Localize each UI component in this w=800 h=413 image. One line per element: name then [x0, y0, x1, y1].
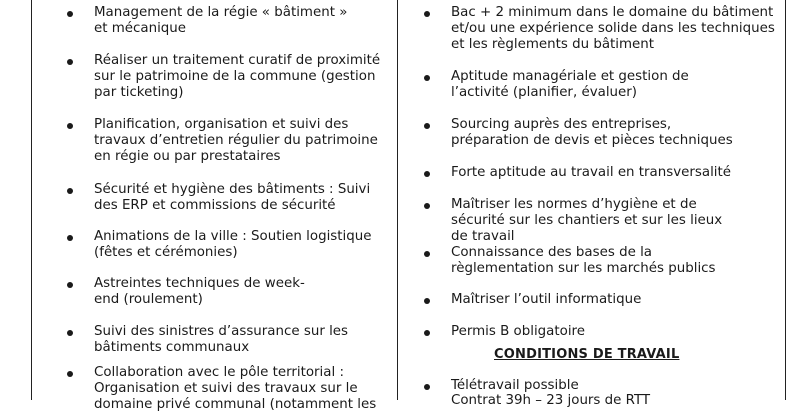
list-item-text: Sourcing auprès des entreprises, préparation de devis et pièces techniques: [451, 117, 733, 148]
list-item: [451, 393, 771, 409]
bullet-icon: [424, 384, 430, 390]
list-item-text: Permis B obligatoire: [451, 324, 585, 339]
bullet-icon: [67, 11, 73, 17]
table-border-left: [31, 0, 32, 400]
list-item-text: Planification, organisation et suivi des travaux d’entretien régulier du patrimoine en régie ou par prestataires: [94, 117, 378, 164]
bullet-icon: [67, 123, 73, 129]
list-item: [451, 117, 746, 149]
list-item-text: Forte aptitude au travail en transversalité: [451, 165, 731, 180]
bullet-icon: [67, 188, 73, 194]
list-item: [94, 365, 384, 413]
bullet-icon: [67, 235, 73, 241]
list-item-text: Management de la régie « bâtiment » et mécanique: [94, 5, 348, 36]
list-item-text: Réaliser un traitement curatif de proximité sur le patrimoine de la commune (gestion par ticketing): [94, 53, 381, 100]
bullet-icon: [424, 251, 430, 257]
table-border-right: [785, 0, 786, 400]
list-item: [451, 324, 771, 340]
bullet-icon: [424, 203, 430, 209]
list-item: [451, 165, 771, 181]
list-item-text: Astreintes techniques de week-end (roulement): [94, 276, 305, 307]
bullet-icon: [424, 298, 430, 304]
bullet-icon: [424, 330, 430, 336]
list-item-text: Maîtriser l’outil informatique: [451, 292, 642, 307]
bullet-icon: [424, 11, 430, 17]
list-item-text: Maîtriser les normes d’hygiène et de sécurité sur les chantiers et sur les lieux de travail: [451, 197, 723, 244]
list-item: [451, 378, 771, 394]
list-item: [94, 229, 374, 261]
list-item: [94, 5, 364, 37]
list-item: [451, 69, 741, 101]
bullet-icon: [424, 171, 430, 177]
bullet-icon: [67, 59, 73, 65]
list-item: [94, 324, 354, 356]
list-item-text: Animations de la ville : Soutien logistique (fêtes et cérémonies): [94, 229, 372, 260]
list-item-text: Aptitude managériale et gestion de l’activité (planifier, évaluer): [451, 69, 689, 100]
list-item: [451, 292, 771, 308]
table-border-middle: [397, 0, 398, 400]
list-item-text: Télétravail possible: [451, 378, 579, 393]
list-item-text: Collaboration avec le pôle territorial : Organisation et suivi des travaux sur le domaine privé communal (notamment les: [94, 365, 377, 412]
list-item-text: Bac + 2 minimum dans le domaine du bâtiment et/ou une expérience solide dans les techniques et les règlements du bâtiment: [451, 5, 775, 52]
bullet-icon: [424, 75, 430, 81]
list-item-text: Connaissance des bases de la règlementation sur les marchés publics: [451, 245, 716, 276]
bullet-icon: [424, 123, 430, 129]
list-item: [451, 245, 751, 277]
conditions-heading: CONDITIONS DE TRAVAIL: [494, 347, 680, 362]
list-item-text: Contrat 39h – 23 jours de RTT: [451, 393, 651, 408]
list-item: [451, 5, 776, 53]
list-item: [451, 197, 741, 245]
list-item: [94, 117, 394, 165]
list-item-text: Sécurité et hygiène des bâtiments : Suivi des ERP et commissions de sécurité: [94, 182, 371, 213]
bullet-icon: [67, 330, 73, 336]
list-item: [94, 53, 382, 101]
list-item-text: Suivi des sinistres d’assurance sur les bâtiments communaux: [94, 324, 349, 355]
list-item: [94, 182, 394, 214]
list-item: [94, 276, 324, 308]
bullet-icon: [67, 282, 73, 288]
bullet-icon: [67, 371, 73, 377]
